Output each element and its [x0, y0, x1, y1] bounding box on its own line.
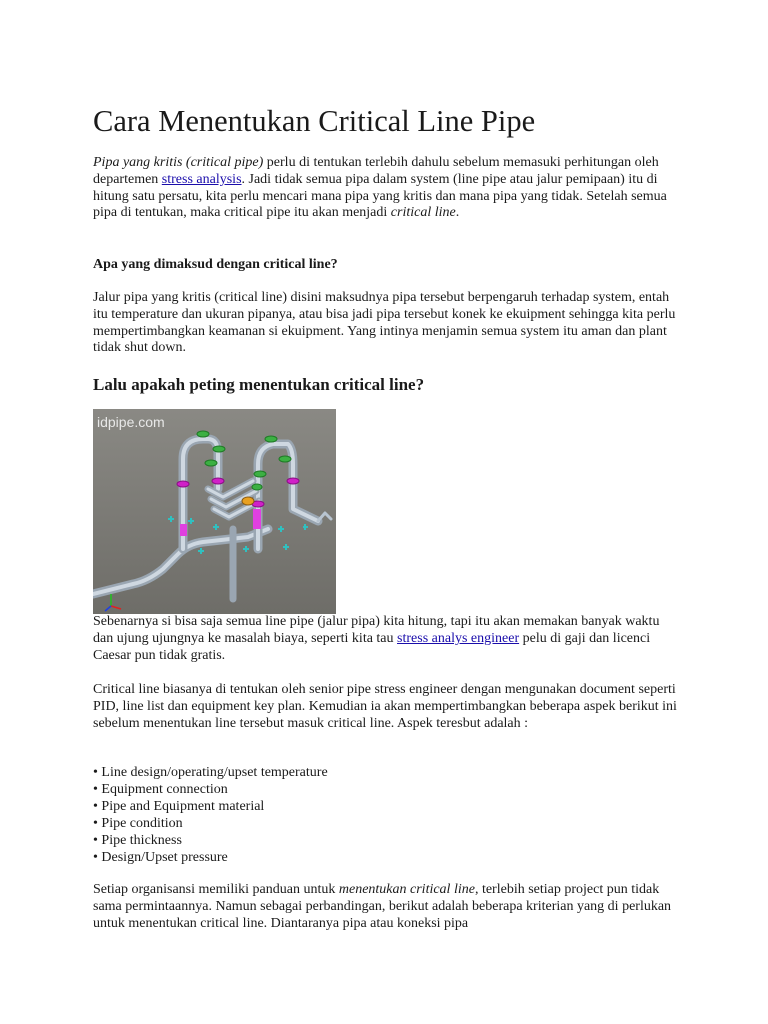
pipe-illustration [93, 409, 336, 614]
question-heading: Apa yang dimaksud dengan critical line? [93, 257, 338, 272]
final-text-2: , terlebih setiap project pun tidak sama permintaannya. Namun sebagai perbandingan, berikut adalah beberapa kriterian yang di perlukan untuk menentukan critical line. Diantaranya pipa atau koneksi pipa [93, 882, 672, 931]
image-watermark: idpipe.com [97, 414, 165, 430]
final-paragraph [93, 882, 683, 932]
list-item: • Line design/operating/upset temperature [93, 765, 328, 782]
intro-text-1: perlu di tentukan terlebih dahulu sebelum memasuki perhitungan oleh departemen [93, 155, 659, 187]
definition-paragraph: Jalur pipa yang kritis (critical line) disini maksudnya pipa tersebut berpengaruh terhadap system, entah itu temperature dan ukuran pipanya, atau bisa jadi pipa tersebut konek ke ekuipment sehingga kita perlu mempertimbangkan keamanan si ekuipment. Yang intinya menjamin semua system itu aman dan plant tidak shut down. [93, 290, 676, 356]
list-item: • Design/Upset pressure [93, 850, 328, 867]
cost-text-2: pelu di gaji dan licenci Caesar pun tidak gratis. [93, 630, 651, 663]
stress-engineer-link[interactable]: stress analys engineer [397, 630, 520, 646]
page-title: Cara Menentukan Critical Line Pipe [93, 104, 536, 138]
list-item: • Equipment connection [93, 782, 328, 799]
aspect-list [93, 765, 328, 866]
intro-italic-tail: critical line [390, 205, 456, 221]
valve-orange [242, 497, 254, 505]
list-item: • Pipe and Equipment material [93, 799, 328, 816]
section-heading: Lalu apakah peting menentukan critical line? [93, 375, 425, 394]
list-item: • Pipe condition [93, 816, 328, 833]
intro-text-3: . [455, 205, 460, 221]
intro-paragraph [93, 155, 683, 222]
cost-paragraph [93, 614, 683, 664]
list-item: • Pipe thickness [93, 833, 328, 850]
criteria-paragraph: Critical line biasanya di tentukan oleh senior pipe stress engineer dengan mengunakan document seperti PID, line list dan equipment key plan. Kemudian ia akan mempertimbangkan beberapa aspek berikut ini sebelum menentukan line tersebut masuk critical line. Aspek teresbut adalah : [93, 682, 677, 731]
intro-italic-lead: Pipa yang kritis (critical pipe) [93, 155, 264, 170]
stress-analysis-link[interactable]: stress analysis [161, 171, 242, 187]
intro-text-2: . Jadi tidak semua pipa dalam system (line pipe atau jalur pemipaan) itu di hitung satu persatu, kita perlu mencari mana pipa yang kritis dan mana pipa yang tidak. Setelah semua pipa di tentukan, maka critical pipe itu akan menjadi [93, 171, 667, 221]
cost-text-1: Sebenarnya si bisa saja semua line pipe (jalur pipa) kita hitung, tapi itu akan memakan banyak waktu dan ujung ujungnya ke masalah biaya, seperti kita tau [93, 614, 660, 646]
final-text-1: Setiap organisansi memiliki panduan untuk [93, 882, 339, 897]
final-italic: menentukan critical line [338, 882, 475, 897]
